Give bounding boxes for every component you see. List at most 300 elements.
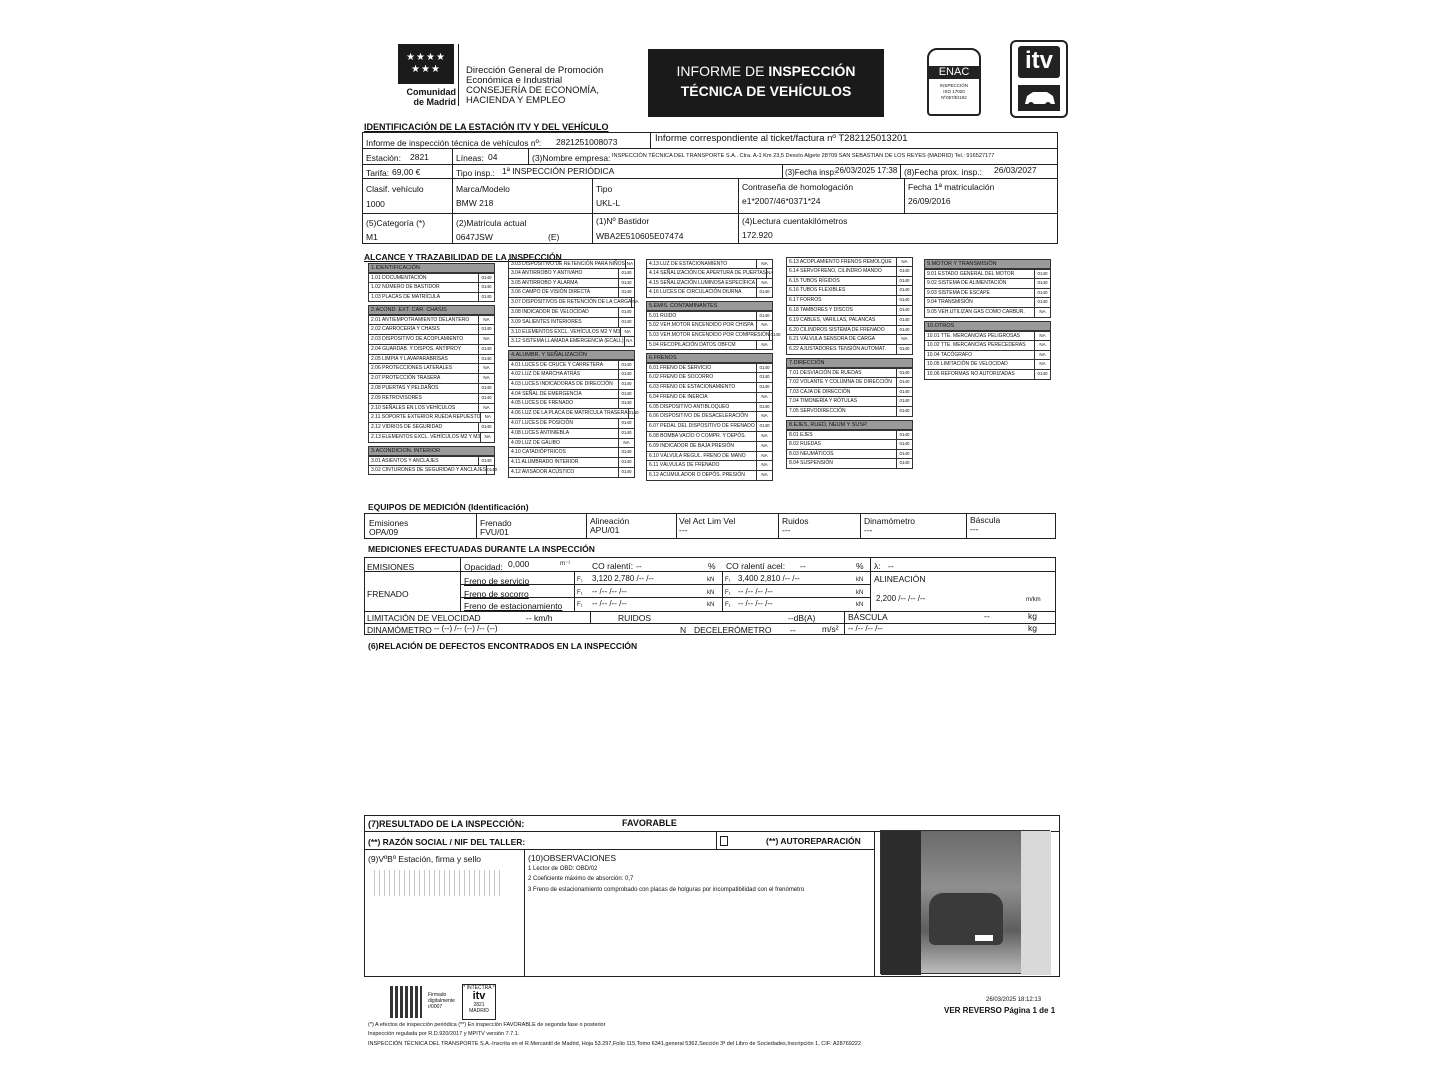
- scope-item-code: 0140: [896, 326, 912, 335]
- scope-item-name: 3.10 ELEMENTOS EXCL. VEHÍCULOS M2 Y M3: [511, 328, 621, 335]
- scope-row: [646, 321, 773, 331]
- scope-item-code: 0140: [618, 419, 634, 428]
- scope-item-name: 7.02 VOLANTE Y COLUMNA DE DIRECCIÓN: [789, 378, 892, 385]
- emergency-rear-kn: kN: [856, 590, 864, 596]
- opacity-label: Opacidad:: [464, 562, 503, 572]
- scope-item-code: NA: [478, 364, 494, 373]
- intectra-line-3: 2821: [473, 1002, 485, 1008]
- scope-item-name: 2.09 RETROVISORES: [371, 394, 422, 401]
- scope-item-code: 0140: [896, 388, 912, 397]
- scope-item-code: NA: [480, 413, 494, 422]
- emergency-front-kn: kN: [707, 590, 715, 596]
- scope-item-name: 4.12 AVISADOR ACÚSTICO: [511, 468, 575, 475]
- dyno-unit: N: [680, 625, 687, 635]
- scope-item-code: 0140: [756, 312, 772, 320]
- scope-row: [508, 458, 635, 468]
- opacity-value: 0,000: [508, 559, 530, 569]
- scope-item-name: 2.02 CARROCERÍA Y CHASIS: [371, 326, 440, 333]
- signed-digitally: [428, 992, 455, 1010]
- scale-axle-values: -- /-- /-- /--: [848, 624, 883, 633]
- scope-item-name: 3.08 INDICADOR DE VELOCIDAD: [511, 308, 589, 315]
- scope-item-name: 2.10 SEÑALES EN LOS VEHÍCULOS: [371, 404, 456, 411]
- station-value: 2821: [410, 152, 429, 162]
- scope-row: [646, 259, 773, 269]
- scope-item-name: 9.04 TRANSMISIÓN: [927, 299, 973, 306]
- scope-item-code: NA: [478, 404, 494, 413]
- scope-item-code: NA: [478, 374, 494, 383]
- scope-row: [924, 360, 1051, 370]
- signed-line-2: digitalmente: [428, 998, 455, 1004]
- decel-label: DECELERÓMETRO: [694, 625, 772, 635]
- co-idle-unit: %: [708, 561, 716, 571]
- scope-row: [368, 374, 495, 384]
- scope-row: [924, 298, 1051, 308]
- scope-item-code: 0140: [896, 369, 912, 377]
- equip-vel-label: Vel Act Lim Vel: [679, 516, 736, 526]
- scope-item-code: 0140: [896, 378, 912, 387]
- scope-item-name: 3.01 ASIENTOS Y ANCLAJES: [371, 457, 439, 464]
- scope-item-code: 0140: [896, 431, 912, 439]
- insp-type-label: Tipo insp.:: [456, 168, 495, 178]
- scope-row: [924, 341, 1051, 351]
- equip-frenado-label: Frenado: [480, 518, 512, 528]
- scope-item-code: 0140: [618, 390, 634, 399]
- scope-item-code: 0140: [618, 380, 634, 389]
- scope-item-name: 10.02 TTE. MERCANCÍAS PERECEDERAS: [927, 341, 1026, 348]
- id-section-title: IDENTIFICACIÓN DE LA ESTACIÓN ITV Y DEL VEHÍCULO: [364, 122, 609, 132]
- scope-row: [646, 432, 773, 442]
- equip-bascula-label: Báscula: [970, 515, 1001, 525]
- enac-sub-1: INSPECCIÓN: [939, 83, 968, 88]
- insp-date-label: (3)Fecha insp:: [785, 168, 837, 177]
- scope-item-code: 0140: [478, 274, 494, 282]
- scope-row: [786, 378, 913, 388]
- scope-row: [646, 279, 773, 289]
- region-name-1: Comunidad: [406, 87, 456, 97]
- report-number: 2821251008073: [556, 137, 618, 147]
- enac-sub-3: Nº057/EI192: [941, 95, 967, 100]
- workshop-label: (**) RAZÓN SOCIAL / NIF DEL TALLER:: [368, 837, 526, 847]
- insp-date-value: 26/03/2025 17:38: [835, 166, 898, 175]
- scope-item-code: 0140: [478, 325, 494, 334]
- page-indicator: VER REVERSO Página 1 de 1: [944, 1006, 1056, 1015]
- scope-item-code: 0140: [618, 308, 634, 317]
- scope-row: [508, 328, 635, 338]
- scope-item-name: 8.03 NEUMÁTICOS: [789, 450, 834, 457]
- scope-row: [508, 390, 635, 400]
- service-brake-label: Freno de servicio: [464, 576, 530, 586]
- equipment-title: EQUIPOS DE MEDICIÓN (Identificación): [368, 502, 529, 512]
- equip-bascula: ---: [970, 524, 979, 534]
- scope-item-name: 9.03 SISTEMA DE ESCAPE: [927, 289, 990, 296]
- make-value: BMW 218: [456, 198, 494, 208]
- scope-item-name: 6.10 VÁLVULA REGUL. FRENO DE MANO: [649, 452, 746, 459]
- scope-item-name: 6.14 SERVOFRENO, CILINDRO MANDO: [789, 267, 882, 274]
- scope-row: [646, 422, 773, 432]
- odometer-label: (4)Lectura cuentakilómetros: [742, 216, 848, 226]
- scope-item-code: NA: [756, 321, 772, 330]
- scope-item-name: 3.07 DISPOSITIVOS DE RETENCIÓN DE LA CARGA: [511, 299, 632, 306]
- scope-item-name: 5.03 VEH.MOTOR ENCENDIDO POR COMPRESIÓN: [649, 331, 770, 338]
- scope-item-code: 0140: [896, 440, 912, 449]
- scope-section-heading: 7.DIRECCIÓN: [786, 358, 913, 368]
- scope-item-name: 6.13 ACOPLAMIENTO FRENOS REMOLQUE: [789, 259, 892, 265]
- equip-alin-label: Alineación: [590, 516, 630, 526]
- scope-item-code: NA: [896, 335, 912, 344]
- scope-item-code: 0140: [756, 373, 772, 382]
- scope-item-name: 6.12 ACUMULADOR O DEPÓS. PRESIÓN: [649, 472, 745, 479]
- scope-row: [368, 384, 495, 394]
- emergency-brake-label: Freno de socorro: [464, 589, 529, 599]
- homolog-value: e1*2007/46*0371*24: [742, 196, 821, 206]
- scope-item-name: 4.14 SEÑALIZACIÓN DE APERTURA DE PUERTAS: [649, 269, 766, 276]
- scope-row: [646, 412, 773, 422]
- category-label: (5)Categoría (*): [366, 218, 426, 228]
- plate-value: 0647JSW: [456, 232, 493, 242]
- scope-item-name: 3.05 ANTIRROBO Y ALARMA: [511, 279, 578, 286]
- scope-item-code: 0140: [756, 422, 772, 431]
- scope-item-code: NA: [1034, 351, 1050, 360]
- scope-item-name: 1.03 PLACAS DE MATRÍCULA: [371, 293, 441, 300]
- report-title-banner: [648, 49, 884, 117]
- scope-item-code: 0140: [618, 269, 634, 278]
- itv-logo-text: itv: [1018, 46, 1060, 78]
- scope-item-name: 1.02 NÚMERO DE BASTIDOR: [371, 283, 440, 290]
- scope-item-code: NA: [756, 452, 772, 461]
- scope-row: [646, 373, 773, 383]
- scope-row: [368, 325, 495, 335]
- scope-row: [508, 288, 635, 298]
- service-f-label: F₁: [577, 577, 583, 583]
- scope-item-code: NA: [631, 298, 638, 307]
- scope-row: [786, 397, 913, 407]
- scope-item-name: 6.18 TAMBORES Y DISCOS: [789, 306, 853, 313]
- scope-item-code: NA: [1034, 360, 1050, 369]
- stamp-label: (9)VºBº Estación, firma y sello: [368, 854, 481, 864]
- scope-item-name: 2.04 GUARDAB. Y DISPOS. ANTIPROY: [371, 345, 462, 352]
- next-date-value: 26/03/2027: [994, 165, 1037, 175]
- equip-dina: ---: [864, 525, 873, 535]
- equip-alin: APU/01: [590, 525, 620, 535]
- fee-label: Tarifa:: [366, 168, 390, 178]
- scope-row: [368, 413, 495, 423]
- scope-item-code: 0140: [756, 383, 772, 392]
- equip-ruidos-label: Ruidos: [782, 516, 809, 526]
- scope-item-code: NA: [756, 341, 772, 350]
- scope-item-code: NA: [766, 269, 773, 278]
- equip-dina-label: Dinamómetro: [864, 516, 916, 526]
- scope-item-code: 0140: [486, 466, 497, 475]
- scope-row: [786, 277, 913, 287]
- scope-item-name: 8.01 EJES: [789, 431, 813, 438]
- scope-row: [786, 296, 913, 306]
- noise-value: --dB(A): [788, 613, 816, 623]
- dyno-label: DINAMÓMETRO: [367, 625, 432, 635]
- scope-item-name: 2.01 ANTIEMPOTRAMIENTO DELANTERO: [371, 317, 470, 324]
- scope-row: [924, 269, 1051, 279]
- scope-row: [368, 423, 495, 433]
- scope-row: [508, 279, 635, 289]
- scope-row: [786, 345, 913, 355]
- scope-item-code: NA: [1034, 308, 1050, 317]
- scope-item-name: 10.01 TTE. MERCANCÍAS PELIGROSAS: [927, 332, 1020, 339]
- scope-row: [508, 298, 639, 308]
- parking-f-label-2: F₁: [725, 602, 731, 608]
- alignment-unit: m/km: [1026, 597, 1041, 603]
- itv-logo: [1010, 40, 1068, 118]
- scope-row: [786, 388, 913, 398]
- decel-unit: m/s²: [822, 624, 839, 634]
- scope-item-code: NA: [756, 432, 772, 441]
- scope-row: [368, 293, 495, 303]
- scope-row: [786, 368, 913, 378]
- scope-item-code: 0140: [618, 399, 634, 408]
- class-value: 1000: [366, 199, 385, 209]
- enac-sub-2: ISO 17020: [943, 89, 965, 94]
- scope-row: [646, 331, 781, 341]
- scope-item-name: 6.04 FRENO DE INERCIA: [649, 393, 708, 400]
- station-label: Estación:: [366, 153, 401, 163]
- vin-value: WBA2E510605E07474: [596, 231, 684, 241]
- scope-row: [786, 257, 913, 267]
- scope-item-code: 0140: [1034, 298, 1050, 307]
- observation-3: 3 Freno de estacionamiento comprobado con placas de holguras por incompatibilidad con el frenómetro: [528, 887, 805, 893]
- scope-row: [924, 279, 1051, 289]
- title-line-1b: INSPECCIÓN: [768, 63, 856, 79]
- report-number-label: Informe de inspección técnica de vehículos nº:: [366, 138, 542, 148]
- scope-item-name: 6.03 FRENO DE ESTACIONAMIENTO: [649, 383, 736, 390]
- scope-item-name: 10.05 LIMITACIÓN DE VELOCIDAD: [927, 361, 1008, 368]
- co-idle-label: CO ralentí:: [592, 561, 634, 571]
- decel-value: --: [790, 625, 796, 635]
- equip-emis-label: Emisiones: [369, 518, 409, 528]
- scope-item-code: NA: [756, 442, 772, 451]
- scope-item-name: 6.22 AJUSTADORES TENSIÓN AUTOMAT.: [789, 346, 886, 353]
- scope-row: [508, 380, 635, 390]
- first-reg-value: 26/09/2016: [908, 196, 951, 206]
- photo-timestamp: 26/03/2025 18:12:13: [986, 997, 1042, 1003]
- scope-col-5: [924, 259, 1051, 380]
- scope-item-code: 0140: [618, 279, 634, 288]
- scope-row: [924, 370, 1051, 380]
- parking-rear-kn: kN: [856, 602, 864, 608]
- footer-note-1: (*) A efectos de inspección periódica (**) En inspección FAVORABLE de segunda fase o posterior: [368, 1022, 606, 1028]
- scope-row: [646, 288, 773, 298]
- scope-item-code: NA: [896, 258, 912, 266]
- madrid-flag-logo: [398, 44, 454, 84]
- equip-emis: OPA/09: [369, 527, 399, 537]
- service-front-values: 3,120 2,780 /-- /--: [592, 574, 654, 583]
- scope-row: [646, 383, 773, 393]
- scope-row: [368, 364, 495, 374]
- co-accel-value: --: [800, 561, 806, 571]
- scope-item-code: NA: [756, 461, 772, 470]
- scope-item-name: 4.03 LUCES INDICADORAS DE DIRECCIÓN: [511, 380, 613, 387]
- service-rear-values: 3,400 2,810 /-- /--: [738, 574, 800, 583]
- dept-line-2: Económica e Industrial: [466, 75, 563, 86]
- next-date-label: (8)Fecha prox. insp.:: [904, 167, 982, 177]
- scope-row: [508, 409, 639, 419]
- scope-item-name: 7.05 SERVODIRECCIÓN: [789, 408, 846, 415]
- scope-item-code: 0140: [1034, 370, 1050, 379]
- scope-item-code: NA: [478, 335, 494, 344]
- scale-value: --: [984, 611, 990, 621]
- scope-item-code: NA: [480, 433, 494, 442]
- scope-item-code: 0140: [618, 458, 634, 467]
- vin-label: (1)Nº Bastidor: [596, 216, 650, 226]
- scope-item-name: 6.01 FRENO DE SERVICIO: [649, 365, 712, 372]
- region-name-2: de Madrid: [413, 97, 456, 107]
- scope-item-name: 3.03 DISPOSITIVO DE RETENCIÓN PARA NIÑOS: [511, 261, 625, 267]
- scope-item-code: NA: [756, 471, 772, 480]
- scale-label: BÁSCULA: [848, 612, 888, 622]
- scope-item-name: 6.02 FRENO DE SOCORRO: [649, 374, 714, 381]
- ticket-number: Informe correspondiente al ticket/factura nº T282125013201: [655, 133, 908, 144]
- scope-item-code: NA: [624, 337, 634, 346]
- observation-2: 2 Coeficiente máximo de absorción: 0,7: [528, 876, 634, 882]
- scope-item-name: 6.21 VÁLVULA SENSORA DE CARGA: [789, 336, 876, 343]
- scope-row: [368, 466, 498, 476]
- car-icon: [1017, 84, 1061, 112]
- scope-item-code: 0140: [478, 293, 494, 302]
- scope-row: [786, 286, 913, 296]
- department-block: [466, 66, 603, 106]
- scope-title: ALCANCE Y TRAZABILIDAD DE LA INSPECCIÓN: [364, 252, 562, 262]
- scope-row: [368, 433, 495, 443]
- scope-item-code: NA: [626, 261, 634, 266]
- scope-col-4: [786, 257, 913, 469]
- scope-item-name: 2.08 PUERTAS Y PELDAÑOS: [371, 384, 439, 391]
- category-value: M1: [366, 232, 378, 242]
- scope-item-code: NA: [620, 328, 634, 337]
- scope-item-code: 0140: [478, 394, 494, 403]
- scope-item-name: 2.03 DISPOSITIVO DE ACOPLAMIENTO: [371, 335, 464, 342]
- scope-item-code: 0140: [478, 423, 494, 432]
- co-accel-label: CO ralentí acel:: [726, 561, 786, 571]
- scale-unit: kg: [1028, 611, 1037, 621]
- scope-item-name: 4.11 ALUMBRADO INTERIOR: [511, 459, 579, 466]
- scope-row: [786, 440, 913, 450]
- scope-item-code: 0140: [618, 468, 634, 477]
- scope-item-name: 4.07 LUCES DE POSICIÓN: [511, 419, 573, 426]
- scope-row: [786, 450, 913, 460]
- autorep-label: (**) AUTOREPARACIÓN: [766, 836, 861, 846]
- scope-item-name: 4.15 SEÑALIZACIÓN LUMINOSA ESPECÍFICA: [649, 279, 756, 286]
- scope-row: [508, 429, 635, 439]
- scope-item-name: 2.05 LIMPIA Y LAVAPARABRISAS: [371, 355, 448, 362]
- co-accel-unit: %: [856, 561, 864, 571]
- scope-item-name: 2.06 PROTECCIONES LATERALES: [371, 365, 453, 372]
- header-divider: [458, 44, 459, 106]
- lines-value: 04: [488, 152, 498, 162]
- observations-label: (10)OBSERVACIONES: [528, 853, 617, 863]
- scope-item-code: 0140: [628, 409, 639, 418]
- scope-item-name: 2.11 SOPORTE EXTERIOR RUEDA REPUESTO: [371, 414, 481, 421]
- scope-row: [646, 363, 773, 373]
- qr-code-icon: [390, 986, 422, 1018]
- scope-item-name: 5.04 RECOPILACIÓN DATOS OBFCM: [649, 341, 736, 348]
- scope-row: [786, 430, 913, 440]
- scope-item-name: 4.02 LUZ DE MARCHA ATRÁS: [511, 370, 581, 377]
- scope-item-code: 0140: [756, 288, 772, 297]
- vehicle-photo: [880, 830, 1050, 974]
- scope-row: [368, 456, 495, 466]
- scope-item-name: 10.06 REFORMAS NO AUTORIZADAS: [927, 371, 1015, 378]
- scope-item-code: 0140: [896, 397, 912, 406]
- scope-row: [646, 269, 773, 279]
- scope-row: [646, 403, 773, 413]
- scope-item-name: 3.09 SALIENTES INTERIORES: [511, 318, 582, 325]
- scope-item-name: 2.13 ELEMENTOS EXCL. VEHÍCULOS M2 Y M3: [371, 433, 481, 440]
- speed-limit-label: LIMITACIÓN DE VELOCIDAD: [367, 613, 481, 623]
- alignment-values: 2,200 /-- /-- /--: [876, 594, 926, 603]
- scope-item-name: 8.04 SUSPENSIÓN: [789, 460, 833, 467]
- autorep-checkbox[interactable]: [720, 836, 728, 846]
- signed-line-1: Firmado: [428, 992, 447, 998]
- scope-row: [646, 393, 773, 403]
- emergency-f-label-2: F₁: [725, 590, 731, 596]
- scope-item-name: 1.01 DOCUMENTACIÓN: [371, 275, 427, 281]
- scope-item-name: 4.08 LUCES ANTINIEBLA: [511, 429, 570, 436]
- scope-item-code: 0140: [618, 429, 634, 438]
- footer-note-3: INSPECCIÓN TÉCNICA DEL TRANSPORTE S.A.-Inscrita en el R.Mercantil de Madrid, Hoja 53.297,Folio 115,Tomo 6341,general 5362,Sección 3ª del Libro de Sociedades,Inscripción 1, CIF: A28769222: [368, 1041, 862, 1047]
- scope-item-name: 6.06 DISPOSITIVO DE DESACELERACIÓN: [649, 413, 748, 420]
- scope-item-name: 3.02 CINTURONES DE SEGURIDAD Y ANCLAJES: [371, 466, 487, 473]
- scope-item-name: 2.07 PROTECCIÓN TRASERA: [371, 375, 441, 382]
- scope-item-name: 8.02 RUEDAS: [789, 440, 821, 447]
- scope-item-code: 0140: [896, 296, 912, 305]
- scope-col-2: [508, 259, 639, 478]
- scope-row: [646, 471, 773, 481]
- scope-section-heading: 6.FRENOS: [646, 353, 773, 363]
- scope-item-code: 0140: [478, 457, 494, 465]
- scope-item-name: 6.11 VÁLVULAS DE FRENADO: [649, 462, 720, 469]
- enac-label: ENAC: [929, 66, 979, 79]
- scope-item-name: 3.04 ANTIRROBO Y ANTIVAHO: [511, 269, 583, 276]
- scope-item-name: 7.01 DESVIACIÓN DE RUEDAS: [789, 369, 862, 376]
- braking-label: FRENADO: [367, 589, 409, 599]
- lines-label: Líneas:: [456, 153, 484, 163]
- lambda-label: λ:: [874, 561, 881, 571]
- scope-item-name: 4.10 CATADIÓPTRICOS: [511, 449, 566, 456]
- plate-label: (2)Matrícula actual: [456, 218, 527, 228]
- result-value: FAVORABLE: [622, 818, 677, 828]
- scope-section-heading: 10.OTROS: [924, 321, 1051, 331]
- scope-item-name: 10.04 TACÓGRAFO: [927, 351, 973, 358]
- emergency-front-values: -- /-- /-- /--: [592, 587, 627, 596]
- scope-item-code: 0140: [756, 403, 772, 412]
- scope-item-name: 5.02 VEH.MOTOR ENCENDIDO POR CHISPA: [649, 321, 754, 328]
- scope-item-code: NA: [478, 316, 494, 324]
- scope-item-code: NA: [756, 412, 772, 421]
- scope-row: [508, 419, 635, 429]
- scope-row: [508, 360, 635, 370]
- scope-item-name: 4.04 SEÑAL DE EMERGENCIA: [511, 390, 582, 397]
- scope-section-heading: 3.ACONDICION. INTERIOR: [368, 446, 495, 456]
- scope-row: [508, 448, 635, 458]
- scope-col-3: [646, 259, 781, 481]
- intectra-line-2: itv: [472, 990, 486, 1002]
- first-reg-label: Fecha 1ª matriculación: [908, 182, 995, 192]
- parking-brake-label: Freno de estacionamiento: [464, 601, 563, 611]
- co-idle-value: --: [636, 561, 642, 571]
- scope-row: [508, 318, 635, 328]
- scope-item-name: 9.05 VEH.UTILIZAN GAS COMO CARBUR.: [927, 309, 1025, 316]
- scope-item-code: 0140: [896, 450, 912, 459]
- scope-item-code: 0140: [769, 331, 780, 340]
- service-f-label-2: F₁: [725, 577, 731, 583]
- scope-row: [508, 399, 635, 409]
